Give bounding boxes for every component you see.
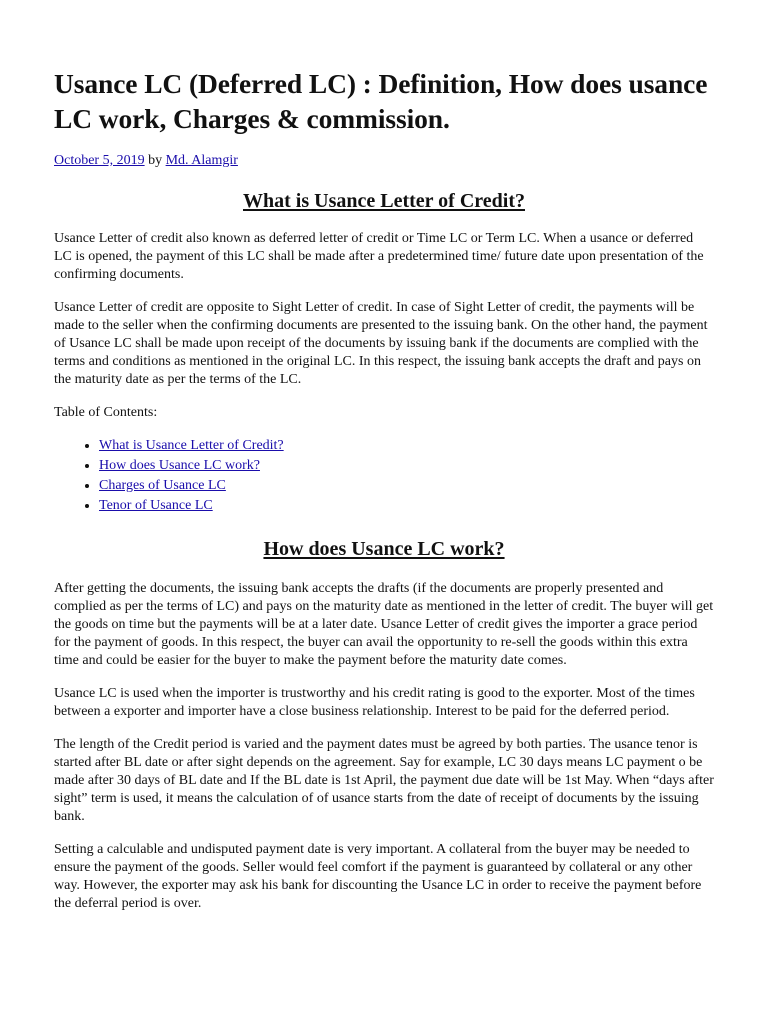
paragraph-sight-vs-usance: Usance Letter of credit are opposite to Sight Letter of credit. In case of Sight Letter of credit, the payments will be made to the seller when the confirming documents are presented to the issuing bank. On the other hand, the payment of Usance LC shall be made upon receipt of the documents by issuing bank if the documents are complied with the terms and conditions as mentioned in the original LC. In this respect, the issuing bank accepts the draft and pays on the maturity date as per the terms of the LC. bbox=[54, 300, 708, 387]
toc-item bbox=[99, 476, 714, 496]
toc-item bbox=[99, 456, 714, 476]
by-label: by bbox=[148, 153, 163, 168]
toc-link-how-works[interactable]: How does Usance LC work? bbox=[99, 458, 260, 473]
author-link[interactable]: Md. Alamgir bbox=[165, 153, 238, 168]
article-meta bbox=[54, 152, 714, 170]
post-date-link[interactable]: October 5, 2019 bbox=[54, 153, 145, 168]
paragraph-credit-period: The length of the Credit period is varied and the payment dates must be agreed by both parties. The usance tenor is started after BL date or after sight depends on the agreement. Say for example, LC 30 days means LC payment o be made after 30 days of BL date and If the BL date is 1st April, the payment due date will be 1st May. When “days after sight” term is used, it means the calculation of of usance starts from the date of receipt of documents by the issuing bank. bbox=[54, 737, 714, 824]
paragraph-when-used: Usance LC is used when the importer is trustworthy and his credit rating is good to the exporter. Most of the times between a exporter and importer have a close business relationship. Interest to be paid for the deferred period. bbox=[54, 686, 695, 719]
toc-link-tenor[interactable]: Tenor of Usance LC bbox=[99, 498, 213, 513]
section-heading-what-is-usance: What is Usance Letter of Credit? bbox=[243, 190, 525, 212]
article-title: Usance LC (Deferred LC) : Definition, How does usance LC work, Charges & commission. bbox=[54, 68, 708, 134]
toc-link-charges[interactable]: Charges of Usance LC bbox=[99, 478, 226, 493]
paragraph-how-works: After getting the documents, the issuing bank accepts the drafts (if the documents are properly presented and complied as per the terms of LC) and pays on the maturity date as mentioned in the letter of credit. The buyer will get the goods on time but the payments will be at a later date. Usance Letter of credit gives the importer a grace period for the payment of goods. In this respect, the buyer can avail the opportunity to re-sell the goods within this extra time and could be easier for the buyer to make the payment before the maturity date comes. bbox=[54, 581, 714, 668]
paragraph-definition: Usance Letter of credit also known as deferred letter of credit or Time LC or Term LC. When a usance or deferred LC is opened, the payment of this LC shall be made after a predetermined time/ future date upon presentation of the confirming documents. bbox=[54, 231, 704, 282]
toc-label: Table of Contents: bbox=[54, 405, 158, 420]
toc-item bbox=[99, 496, 714, 516]
paragraph-payment-date: Setting a calculable and undisputed payment date is very important. A collateral from the buyer may be needed to ensure the payment of the goods. Seller would feel comfort if the payment is guaranteed by collateral or any other way. However, the exporter may ask his bank for discounting the Usance LC in order to receive the payment before the deferral period is over. bbox=[54, 842, 702, 911]
toc-link-what-is[interactable]: What is Usance Letter of Credit? bbox=[99, 438, 284, 453]
table-of-contents bbox=[54, 436, 714, 516]
section-heading-how-works: How does Usance LC work? bbox=[263, 538, 505, 560]
toc-item bbox=[99, 436, 714, 456]
